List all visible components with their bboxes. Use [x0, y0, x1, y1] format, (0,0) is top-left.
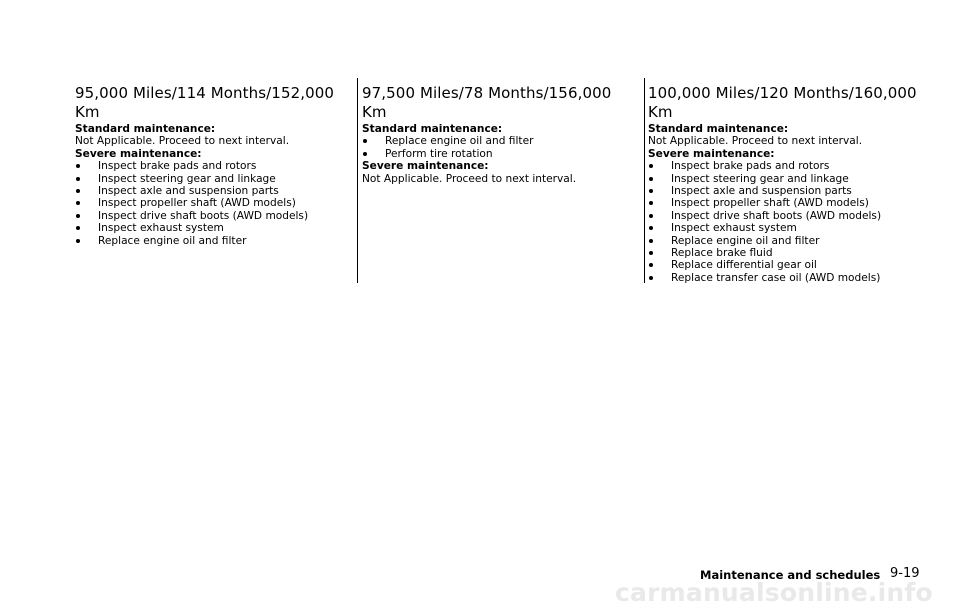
bullet-text: Replace engine oil and filter — [98, 234, 247, 247]
bullet-item — [75, 160, 347, 172]
bullet-item — [648, 247, 928, 259]
bullet-text: Inspect axle and suspension parts — [98, 185, 279, 198]
bullet-text: Inspect brake pads and rotors — [671, 160, 830, 173]
severe-maintenance-list — [648, 160, 928, 284]
bullet-icon — [363, 139, 367, 143]
bullet-icon — [649, 164, 653, 168]
severe-maintenance-label: Severe maintenance: — [75, 147, 202, 160]
bullet-item — [75, 173, 347, 185]
interval-heading-line2: Km — [648, 103, 673, 121]
bullet-text: Replace engine oil and filter — [671, 234, 820, 247]
maintenance-column-97500 — [362, 84, 634, 185]
bullet-icon — [649, 189, 653, 193]
bullet-icon — [76, 226, 80, 230]
interval-heading — [362, 84, 634, 122]
bullet-icon — [649, 276, 653, 280]
bullet-item — [648, 160, 928, 172]
bullet-icon — [76, 239, 80, 243]
standard-maintenance-label: Standard maintenance: — [75, 123, 216, 135]
bullet-item — [648, 222, 928, 234]
bullet-item — [648, 185, 928, 197]
bullet-item — [648, 259, 928, 271]
bullet-item — [75, 185, 347, 197]
bullet-icon — [76, 164, 80, 168]
severe-maintenance-list — [362, 173, 634, 185]
bullet-icon — [649, 239, 653, 243]
bullet-icon — [649, 201, 653, 205]
bullet-text: Inspect exhaust system — [671, 222, 797, 235]
standard-maintenance-list — [75, 135, 347, 147]
bullet-item — [648, 272, 928, 284]
maintenance-column-100000 — [648, 84, 928, 284]
interval-heading — [648, 84, 928, 122]
bullet-text: Inspect drive shaft boots (AWD models) — [671, 209, 882, 222]
bullet-icon — [649, 263, 653, 267]
watermark: carmanualsonline.info — [615, 578, 933, 607]
standard-maintenance-label: Standard maintenance: — [648, 123, 789, 135]
page-number: 9-19 — [890, 566, 920, 581]
interval-heading-line1: 95,000 Miles/114 Months/152,000 — [75, 84, 335, 102]
bullet-text: Replace differential gear oil — [671, 259, 817, 272]
bullet-item — [75, 210, 347, 222]
interval-heading-line1: 100,000 Miles/120 Months/160,000 — [648, 84, 917, 102]
bullet-icon — [76, 177, 80, 181]
maintenance-column-95000 — [75, 84, 347, 247]
bullet-item — [362, 135, 634, 147]
column-divider — [357, 78, 358, 283]
bullet-icon — [649, 226, 653, 230]
bullet-icon — [649, 177, 653, 181]
bullet-text: Replace brake fluid — [671, 247, 773, 260]
bullet-text: Inspect steering gear and linkage — [98, 172, 276, 185]
bullet-icon — [649, 214, 653, 218]
interval-heading-line1: 97,500 Miles/78 Months/156,000 — [362, 84, 612, 102]
bullet-icon — [363, 152, 367, 156]
interval-heading-line2: Km — [75, 103, 100, 121]
standard-maintenance-label: Standard maintenance: — [362, 123, 503, 135]
bullet-item — [75, 235, 347, 247]
bullet-item — [648, 197, 928, 209]
bullet-item — [648, 173, 928, 185]
bullet-text: Perform tire rotation — [385, 147, 493, 160]
bullet-text: Inspect steering gear and linkage — [671, 172, 849, 185]
bullet-item — [75, 197, 347, 209]
bullet-item — [648, 235, 928, 247]
bullet-text: Inspect exhaust system — [98, 222, 224, 235]
bullet-item — [75, 222, 347, 234]
bullet-text: Replace engine oil and filter — [385, 135, 534, 148]
bullet-icon — [649, 251, 653, 255]
severe-maintenance-list — [75, 160, 347, 247]
footer-section-title: Maintenance and schedules — [700, 568, 881, 582]
bullet-text: Inspect propeller shaft (AWD models) — [98, 197, 296, 210]
standard-maintenance-list — [362, 135, 634, 160]
severe-maintenance-label: Severe maintenance: — [648, 147, 775, 160]
bullet-item — [648, 210, 928, 222]
plain-text-item: Not Applicable. Proceed to next interval. — [75, 135, 290, 148]
bullet-text: Inspect brake pads and rotors — [98, 160, 257, 173]
plain-text-item: Not Applicable. Proceed to next interval. — [648, 135, 863, 148]
severe-maintenance-label: Severe maintenance: — [362, 160, 489, 173]
bullet-text: Inspect axle and suspension parts — [671, 185, 852, 198]
interval-heading — [75, 84, 347, 122]
interval-heading-line2: Km — [362, 103, 387, 121]
bullet-text: Inspect propeller shaft (AWD models) — [671, 197, 869, 210]
bullet-item — [362, 148, 634, 160]
column-divider — [644, 78, 645, 283]
standard-maintenance-list — [648, 135, 928, 147]
bullet-text: Replace transfer case oil (AWD models) — [671, 271, 881, 284]
bullet-text: Inspect drive shaft boots (AWD models) — [98, 209, 309, 222]
plain-text-item: Not Applicable. Proceed to next interval. — [362, 172, 577, 185]
bullet-icon — [76, 201, 80, 205]
bullet-icon — [76, 189, 80, 193]
bullet-icon — [76, 214, 80, 218]
